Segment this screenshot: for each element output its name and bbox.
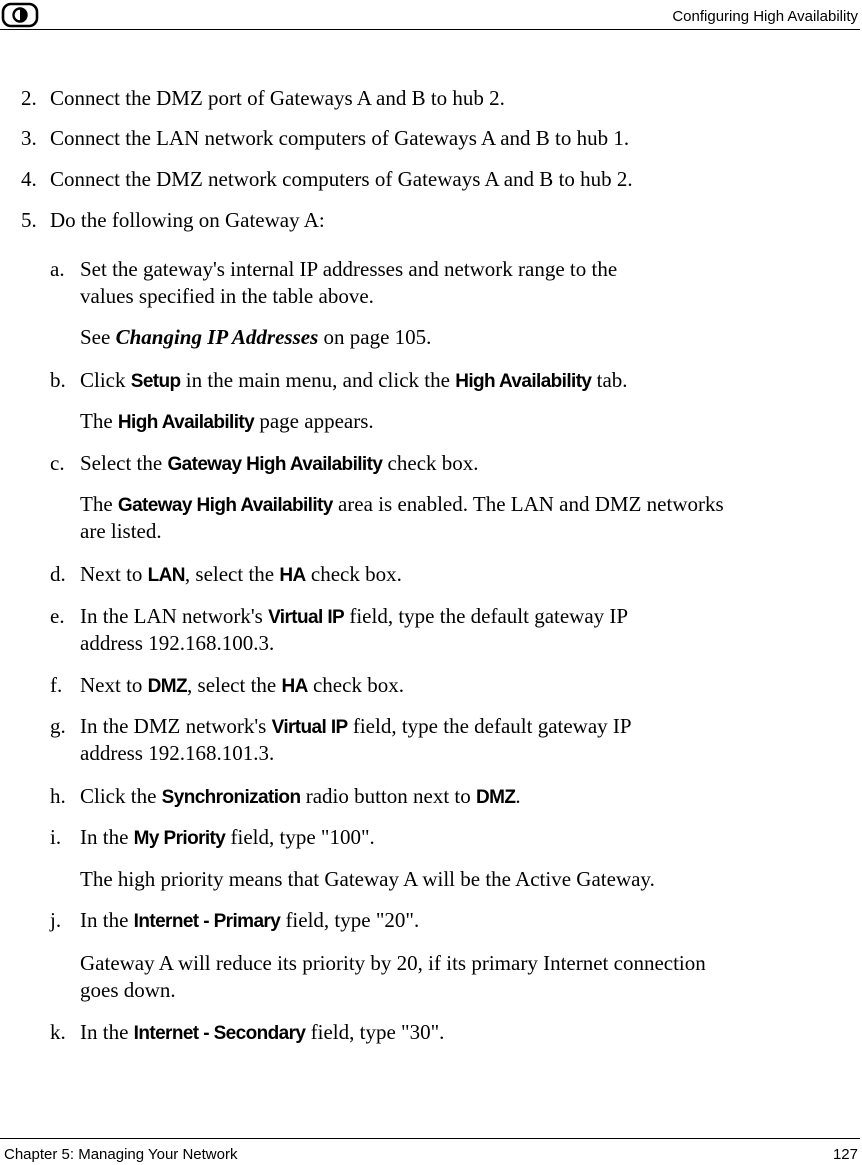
step-number: 4. xyxy=(21,167,37,191)
running-header-title: Configuring High Availability xyxy=(672,8,858,25)
substep-letter: c. xyxy=(50,451,65,475)
step-number: 3. xyxy=(21,126,37,150)
substep-letter: i. xyxy=(50,825,62,849)
ui-term: High Availability xyxy=(455,371,592,392)
ui-term: LAN xyxy=(147,565,185,586)
step-text: Connect the DMZ port of Gateways A and B to hub 2. xyxy=(50,86,505,110)
step-text: Connect the DMZ network computers of Gateways A and B to hub 2. xyxy=(50,167,633,191)
ui-term: Synchronization xyxy=(161,787,301,808)
ui-term: DMZ xyxy=(476,787,516,808)
substep-letter: g. xyxy=(50,714,66,738)
ui-term: High Availability xyxy=(117,412,255,433)
ui-term: DMZ xyxy=(147,676,188,697)
substep-letter: d. xyxy=(50,562,66,586)
substep-letter: k. xyxy=(50,1020,66,1044)
cross-reference-link[interactable]: Changing IP Addresses xyxy=(115,325,319,349)
footer-rule xyxy=(0,1138,860,1139)
ui-term: HA xyxy=(281,676,308,697)
substep-letter: e. xyxy=(50,604,65,628)
step-text: Do the following on Gateway A: xyxy=(50,208,325,232)
page-number: 127 xyxy=(832,1146,858,1163)
step-text: Connect the LAN network computers of Gateways A and B to hub 1. xyxy=(50,126,630,150)
substep-letter: a. xyxy=(50,257,65,281)
step-number: 2. xyxy=(21,86,37,110)
ui-term: Internet - Primary xyxy=(133,911,281,932)
substep-letter: b. xyxy=(50,368,66,392)
ui-term: Internet - Secondary xyxy=(133,1023,306,1044)
footer-chapter-title: Chapter 5: Managing Your Network xyxy=(4,1146,238,1163)
ui-term: HA xyxy=(279,565,306,586)
ui-term: Virtual IP xyxy=(271,717,348,738)
substep-letter: j. xyxy=(50,908,62,932)
step-number: 5. xyxy=(21,208,37,232)
ui-term: Setup xyxy=(130,371,181,392)
ui-term: Virtual IP xyxy=(268,607,345,628)
ui-term: Gateway High Availability xyxy=(117,495,333,516)
ui-term: Gateway High Availability xyxy=(167,454,383,475)
substep-letter: f. xyxy=(50,673,63,697)
ui-term: My Priority xyxy=(133,828,226,849)
substep-text: Set the gateway's internal IP addresses and network range to the xyxy=(80,257,618,281)
brand-logo-icon xyxy=(1,2,39,28)
header-rule xyxy=(0,29,860,30)
substep-letter: h. xyxy=(50,784,66,808)
